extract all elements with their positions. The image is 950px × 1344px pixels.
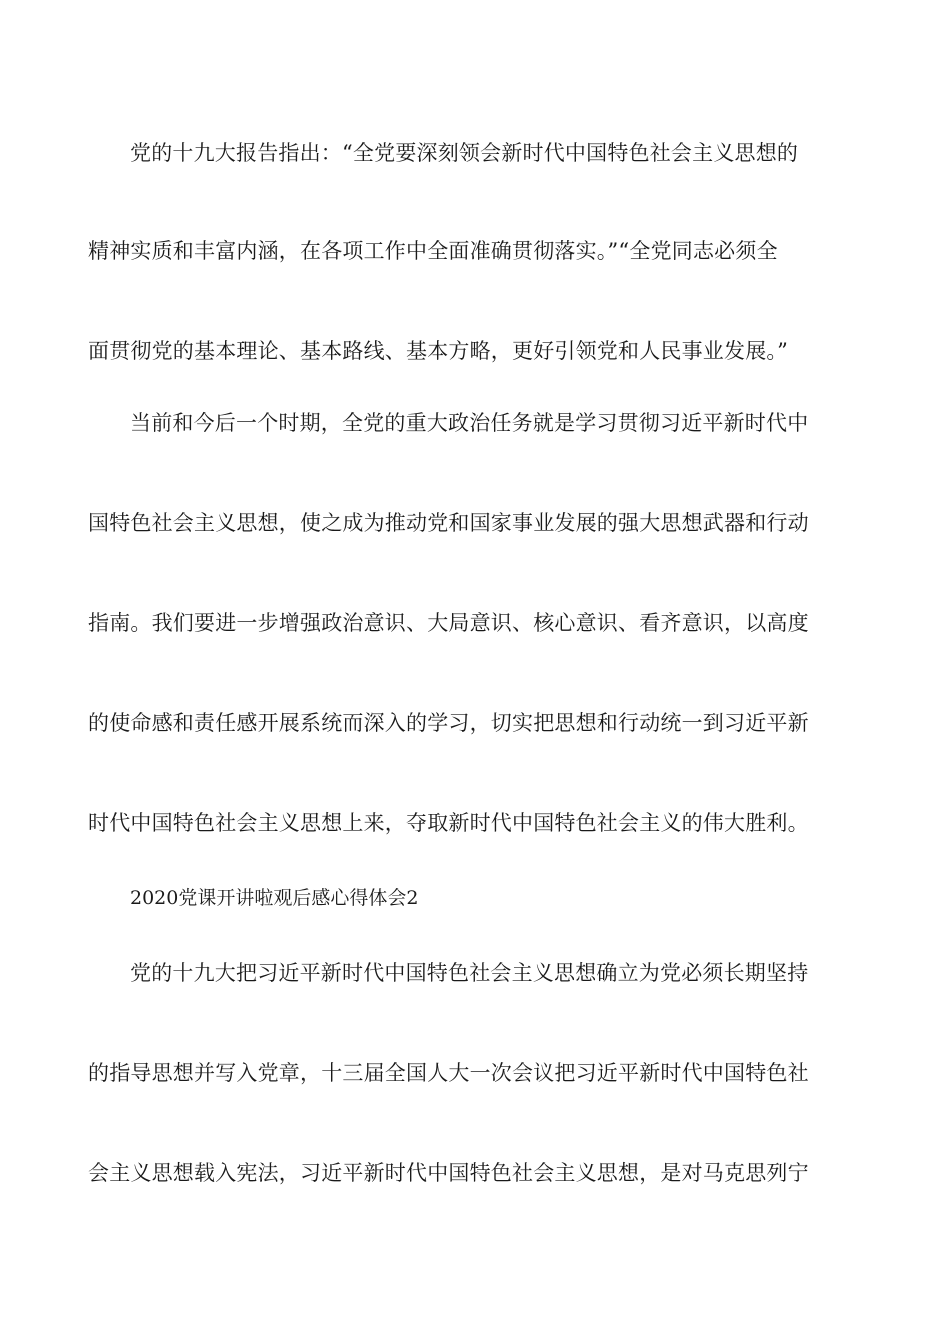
paragraph-line: 的指导思想并写入党章，十三届全国人大一次会议把习近平新时代中国特色社: [88, 1061, 809, 1085]
paragraph-line: 国特色社会主义思想，使之成为推动党和国家事业发展的强大思想武器和行动: [88, 511, 809, 535]
paragraph-line: 精神实质和丰富内涵，在各项工作中全面准确贯彻落实。”“全党同志必须全: [88, 239, 778, 263]
paragraph-line: 的使命感和责任感开展系统而深入的学习，切实把思想和行动统一到习近平新: [88, 711, 809, 735]
paragraph-line: 时代中国特色社会主义思想上来，夺取新时代中国特色社会主义的伟大胜利。: [88, 811, 809, 835]
paragraph-line: 当前和今后一个时期，全党的重大政治任务就是学习贯彻习近平新时代中: [130, 411, 809, 435]
paragraph-line: 面贯彻党的基本理论、基本路线、基本方略，更好引领党和人民事业发展。”: [88, 339, 789, 363]
paragraph-line: 指南。我们要进一步增强政治意识、大局意识、核心意识、看齐意识，以高度: [88, 611, 809, 635]
paragraph-line: 党的十九大报告指出：“全党要深刻领会新时代中国特色社会主义思想的: [130, 141, 799, 165]
paragraph-line: 党的十九大把习近平新时代中国特色社会主义思想确立为党必须长期坚持: [130, 961, 809, 985]
paragraph-line: 会主义思想载入宪法，习近平新时代中国特色社会主义思想，是对马克思列宁: [88, 1161, 809, 1185]
section-heading: 2020党课开讲啦观后感心得体会2: [130, 887, 419, 909]
